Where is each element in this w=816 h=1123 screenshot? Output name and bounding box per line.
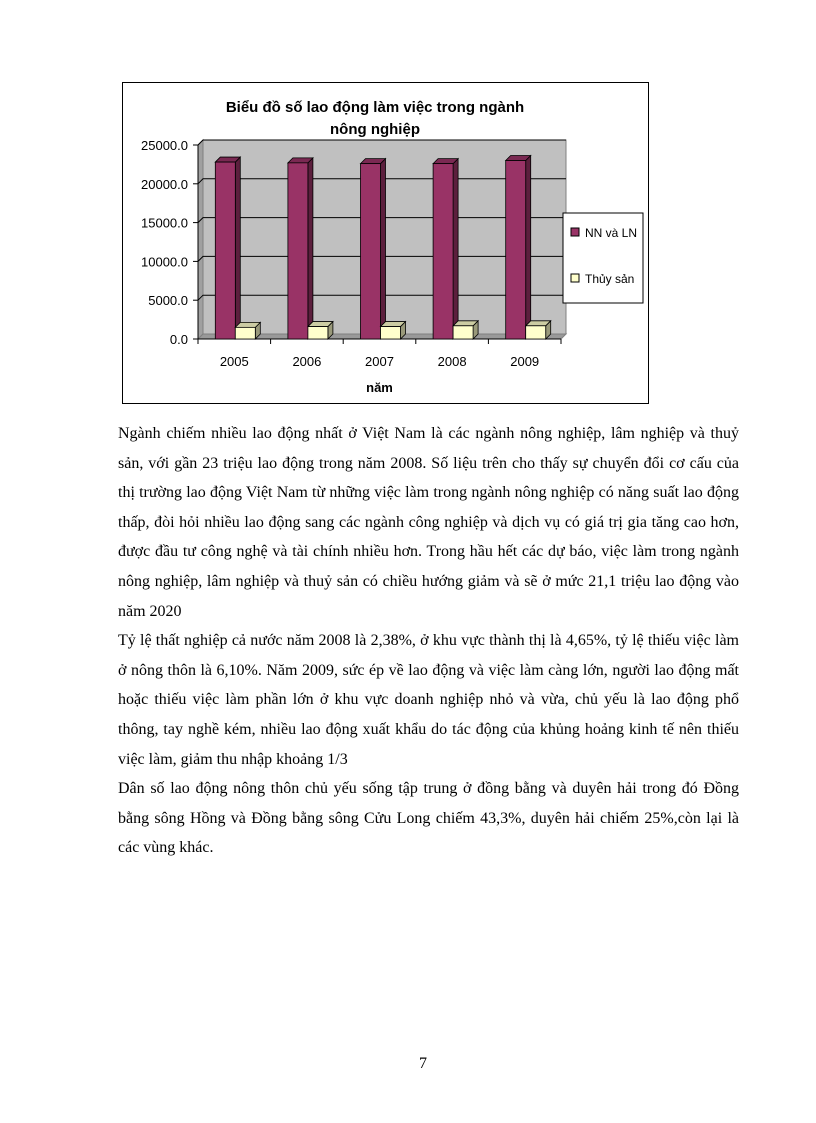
bar-top (433, 159, 458, 164)
bar-nn-ln (506, 161, 526, 339)
bar-side (235, 157, 240, 339)
bar-top (453, 321, 478, 326)
bar-side (308, 158, 313, 339)
x-tick-label: 2006 (292, 354, 322, 369)
bar-thuy-san (526, 326, 546, 339)
legend-label: NN và LN (585, 226, 638, 240)
bar-top (308, 322, 333, 327)
bar-side (453, 159, 458, 339)
bar-side (526, 156, 531, 339)
x-tick-label: 2009 (510, 354, 540, 369)
y-tick-label: 15000.0 (141, 215, 188, 231)
y-tick-label: 20000.0 (141, 176, 188, 192)
bar-nn-ln (215, 162, 235, 339)
bar-top (381, 322, 406, 327)
bar-top (288, 158, 313, 163)
paragraph-3: Dân số lao động nông thôn chủ yếu sống tập trung ở đồng bằng và duyên hải trong đó Đồng bằng sông Hồng và Đồng bằng sông Cửu Long chiếm 43,3%, duyên hải chiếm 25%,còn lại là các vùng khác. (118, 780, 739, 857)
legend-label: Thủy sản (585, 272, 635, 286)
y-tick-label: 10000.0 (141, 254, 188, 270)
bar-top (506, 156, 531, 161)
chart-container (122, 82, 649, 404)
x-tick-label: 2008 (437, 354, 467, 369)
bar-top (215, 157, 240, 162)
body-text (118, 419, 739, 863)
x-axis-title: năm (366, 380, 393, 395)
paragraph-2: Tỷ lệ thất nghiệp cả nước năm 2008 là 2,38%, ở khu vực thành thị là 4,65%, tỷ lệ thiếu việc làm ở nông thôn là 6,10%. Năm 2009, sức ép về lao động và việc làm càng lớn, người lao động mất hoặc thiếu việc làm phần lớn ở khu vực doanh nghiệp nhỏ và vừa, chủ yếu là lao động phổ thông, tay nghề kém, nhiều lao động xuất khẩu do tác động của khủng hoảng kinh tế nên thiếu việc làm, giảm thu nhập khoảng 1/3 (118, 632, 739, 768)
page-number: 7 (419, 1055, 427, 1072)
bar-side (381, 159, 386, 339)
y-tick-label: 5000.0 (148, 293, 188, 309)
legend-swatch (571, 274, 579, 282)
bar-chart (123, 83, 650, 405)
y-tick-label: 0.0 (169, 332, 188, 347)
x-tick-label: 2007 (365, 354, 394, 369)
plot-side-wall (198, 140, 203, 339)
legend-swatch (571, 228, 579, 236)
chart-title-line: Biểu đồ số lao động làm việc trong ngành (225, 99, 525, 116)
bar-thuy-san (235, 327, 255, 339)
bar-thuy-san (308, 327, 328, 339)
bar-nn-ln (433, 164, 453, 339)
bar-top (361, 159, 386, 164)
bar-top (526, 321, 551, 326)
chart-title-line: nông nghiệp (330, 121, 420, 138)
paragraph-1: Ngành chiếm nhiều lao động nhất ở Việt Nam là các ngành nông nghiệp, lâm nghiệp và thuỷ sản, với gần 23 triệu lao động trong năm 2008. Số liệu trên cho thấy sự chuyển đổi cơ cấu của thị trường lao động Việt Nam từ những việc làm trong ngành nông nghiệp có năng suất lao động thấp, đòi hỏi nhiều lao động sang các ngành công nghiệp và dịch vụ có giá trị gia tăng cao hơn, được đầu tư công nghệ và tài chính nhiều hơn. Trong hầu hết các dự báo, việc làm trong ngành nông nghiệp, lâm nghiệp và thuỷ sản có chiều hướng giảm và sẽ ở mức 21,1 triệu lao động vào năm 2020 (118, 425, 739, 620)
bar-nn-ln (288, 163, 308, 339)
x-tick-label: 2005 (219, 354, 249, 369)
bar-top (235, 322, 260, 327)
bar-nn-ln (361, 164, 381, 339)
bar-thuy-san (453, 326, 473, 339)
y-tick-label: 25000.0 (141, 138, 188, 153)
bar-thuy-san (381, 327, 401, 339)
